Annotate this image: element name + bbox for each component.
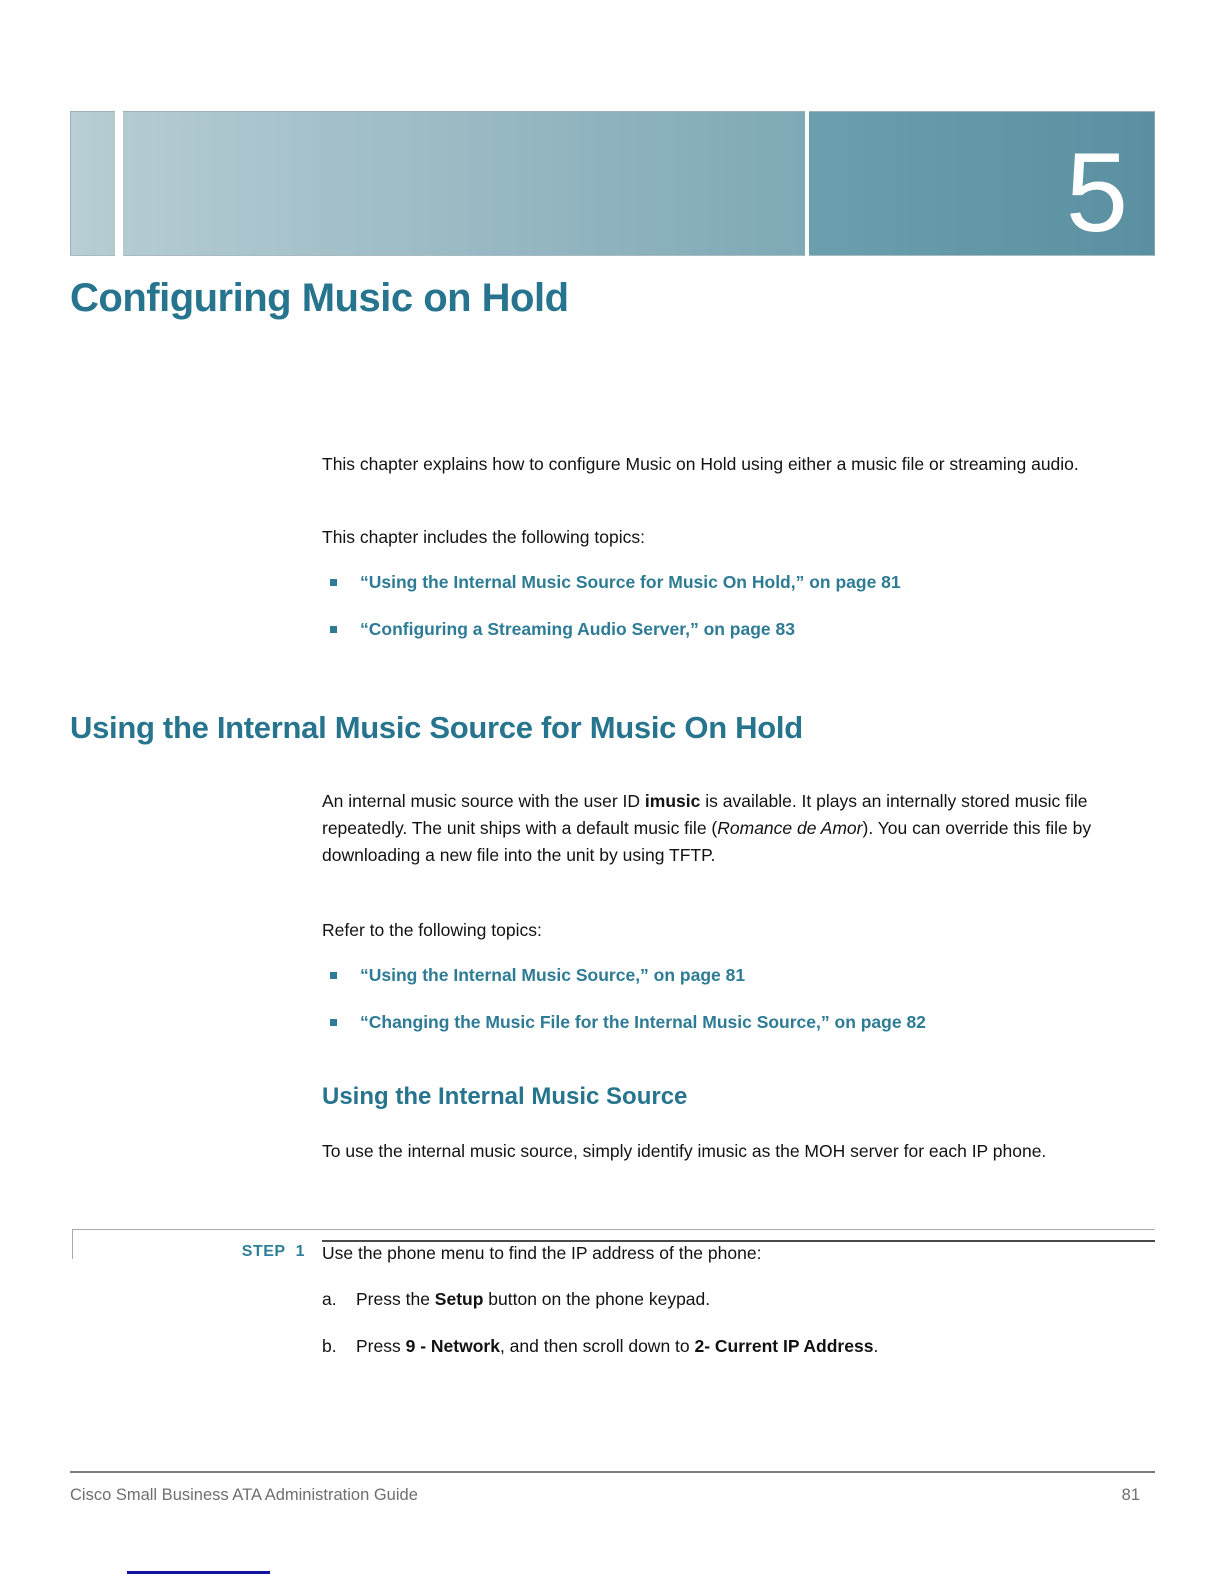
paragraph-text: An internal music source with the user ID xyxy=(322,791,645,811)
banner-gradient-bar xyxy=(123,111,805,256)
bottom-link-underline[interactable] xyxy=(127,1571,270,1574)
substep-letter: b. xyxy=(322,1336,337,1356)
substep-text: Press xyxy=(356,1336,406,1356)
footer-page-number: 81 xyxy=(1121,1486,1140,1504)
substep-text: , and then scroll down to xyxy=(499,1336,695,1356)
intro-paragraph-1: This chapter explains how to configure Music on Hold using either a music file or streaming audio. xyxy=(322,454,1079,474)
list-item xyxy=(330,1010,1140,1035)
substep-letter: a. xyxy=(322,1289,337,1309)
music-file-title: Romance de Amor xyxy=(717,818,863,838)
xref-link-internal-music-moh[interactable]: “Using the Internal Music Source for Music On Hold,” on page 81 xyxy=(360,572,901,592)
section-heading: Using the Internal Music Source for Music On Hold xyxy=(70,710,803,745)
bullet-square-icon xyxy=(330,579,337,586)
substep-text: Press the xyxy=(356,1289,435,1309)
substep-text: button on the phone keypad. xyxy=(483,1289,711,1309)
subsection-heading: Using the Internal Music Source xyxy=(322,1083,688,1110)
section-paragraph-1 xyxy=(322,788,1140,869)
banner-left-strip xyxy=(70,111,115,256)
chapter-banner xyxy=(70,111,1155,256)
xref-link-changing-music-file[interactable]: “Changing the Music File for the Internal Music Source,” on page 82 xyxy=(360,1012,926,1032)
substep-text-b xyxy=(356,1333,1140,1360)
bullet-square-icon xyxy=(330,626,337,633)
step-number: 1 xyxy=(295,1243,305,1260)
imusic-user-id: imusic xyxy=(644,791,701,811)
substep-text-a xyxy=(356,1286,1140,1313)
menu-option-network: 9 - Network xyxy=(405,1336,500,1356)
banner-dark-block xyxy=(809,111,1155,256)
footer-doc-title: Cisco Small Business ATA Administration Guide xyxy=(70,1486,418,1504)
menu-option-current-ip: 2- Current IP Address xyxy=(694,1336,874,1356)
chapter-number: 5 xyxy=(1065,130,1128,255)
step-instruction: Use the phone menu to find the IP address of the phone: xyxy=(322,1243,762,1263)
paragraph-text: ). You can override this file by downloading a new file into the unit by using TFTP. xyxy=(322,818,1092,865)
step-word: STEP xyxy=(241,1243,286,1260)
paragraph-text: is available. It plays an internally stored music file repeatedly. The unit ships with a default music file ( xyxy=(322,791,1088,838)
substep-text: . xyxy=(873,1336,879,1356)
xref-link-streaming-audio-server[interactable]: “Configuring a Streaming Audio Server,” on page 83 xyxy=(360,619,795,639)
bullet-square-icon xyxy=(330,1019,337,1026)
step-table-left-tick xyxy=(72,1229,73,1259)
list-item xyxy=(330,617,1140,642)
list-item xyxy=(330,963,1140,988)
subsection-paragraph: To use the internal music source, simply identify imusic as the MOH server for each IP phone. xyxy=(322,1141,1047,1161)
step-table-top-rule xyxy=(72,1229,1155,1230)
section-paragraph-2: Refer to the following topics: xyxy=(322,920,542,940)
setup-button-name: Setup xyxy=(434,1289,484,1309)
list-item xyxy=(330,570,1140,595)
xref-link-using-internal-music-source[interactable]: “Using the Internal Music Source,” on page 81 xyxy=(360,965,746,985)
page-title: Configuring Music on Hold xyxy=(70,276,569,320)
intro-paragraph-2: This chapter includes the following topics: xyxy=(322,527,645,547)
footer-rule xyxy=(70,1471,1155,1473)
bullet-square-icon xyxy=(330,972,337,979)
step-label xyxy=(170,1243,305,1261)
